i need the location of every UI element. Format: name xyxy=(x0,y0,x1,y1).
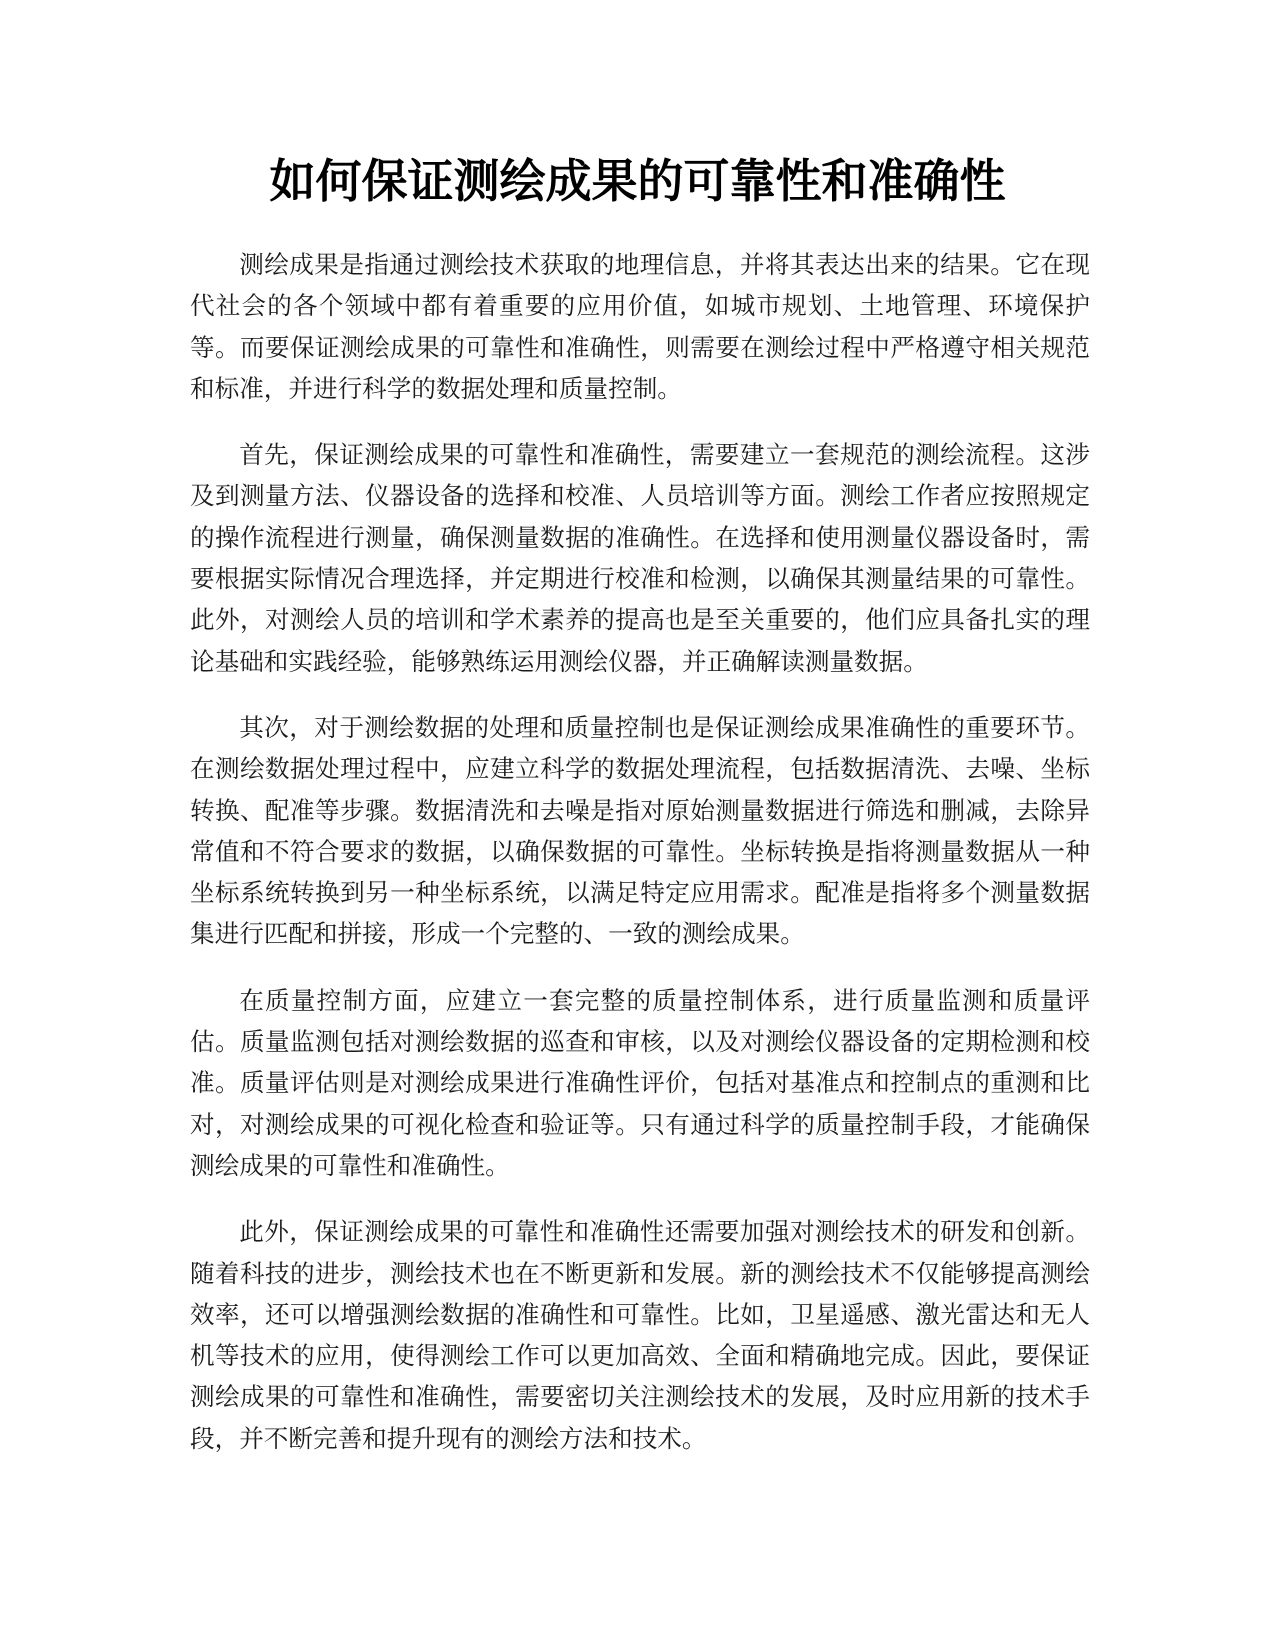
paragraph-4: 在质量控制方面，应建立一套完整的质量控制体系，进行质量监测和质量评估。质量监测包括对测绘数据的巡查和审核，以及对测绘仪器设备的定期检测和校准。质量评估则是对测绘成果进行准确性评价，包括对基准点和控制点的重测和比对，对测绘成果的可视化检查和验证等。只有通过科学的质量控制手段，才能确保测绘成果的可靠性和准确性。 xyxy=(190,985,1090,1180)
paragraph-3: 其次，对于测绘数据的处理和质量控制也是保证测绘成果准确性的重要环节。在测绘数据处理过程中，应建立科学的数据处理流程，包括数据清洗、去噪、坐标转换、配准等步骤。数据清洗和去噪是指对原始测量数据进行筛选和删减，去除异常值和不符合要求的数据，以确保数据的可靠性。坐标转换是指将测量数据从一种坐标系统转换到另一种坐标系统，以满足特定应用需求。配准是指将多个测量数据集进行匹配和拼接，形成一个完整的、一致的测绘成果。 xyxy=(190,712,1090,949)
paragraph-5: 此外，保证测绘成果的可靠性和准确性还需要加强对测绘技术的研发和创新。随着科技的进步，测绘技术也在不断更新和发展。新的测绘技术不仅能够提高测绘效率，还可以增强测绘数据的准确性和可靠性。比如，卫星遥感、激光雷达和无人机等技术的应用，使得测绘工作可以更加高效、全面和精确地完成。因此，要保证测绘成果的可靠性和准确性，需要密切关注测绘技术的发展，及时应用新的技术手段，并不断完善和提升现有的测绘方法和技术。 xyxy=(190,1217,1090,1453)
paragraph-1: 测绘成果是指通过测绘技术获取的地理信息，并将其表达出来的结果。它在现代社会的各个领域中都有着重要的应用价值，如城市规划、土地管理、环境保护等。而要保证测绘成果的可靠性和准确性，则需要在测绘过程中严格遵守相关规范和标准，并进行科学的数据处理和质量控制。 xyxy=(190,250,1090,403)
document-title: 如何保证测绘成果的可靠性和准确性 xyxy=(269,154,1006,208)
paragraph-2: 首先，保证测绘成果的可靠性和准确性，需要建立一套规范的测绘流程。这涉及到测量方法、仪器设备的选择和校准、人员培训等方面。测绘工作者应按照规定的操作流程进行测量，确保测量数据的准确性。在选择和使用测量仪器设备时，需要根据实际情况合理选择，并定期进行校准和检测，以确保其测量结果的可靠性。此外，对测绘人员的培训和学术素养的提高也是至关重要的，他们应具备扎实的理论基础和实践经验，能够熟练运用测绘仪器，并正确解读测量数据。 xyxy=(190,440,1090,676)
document-body xyxy=(190,244,1090,1484)
